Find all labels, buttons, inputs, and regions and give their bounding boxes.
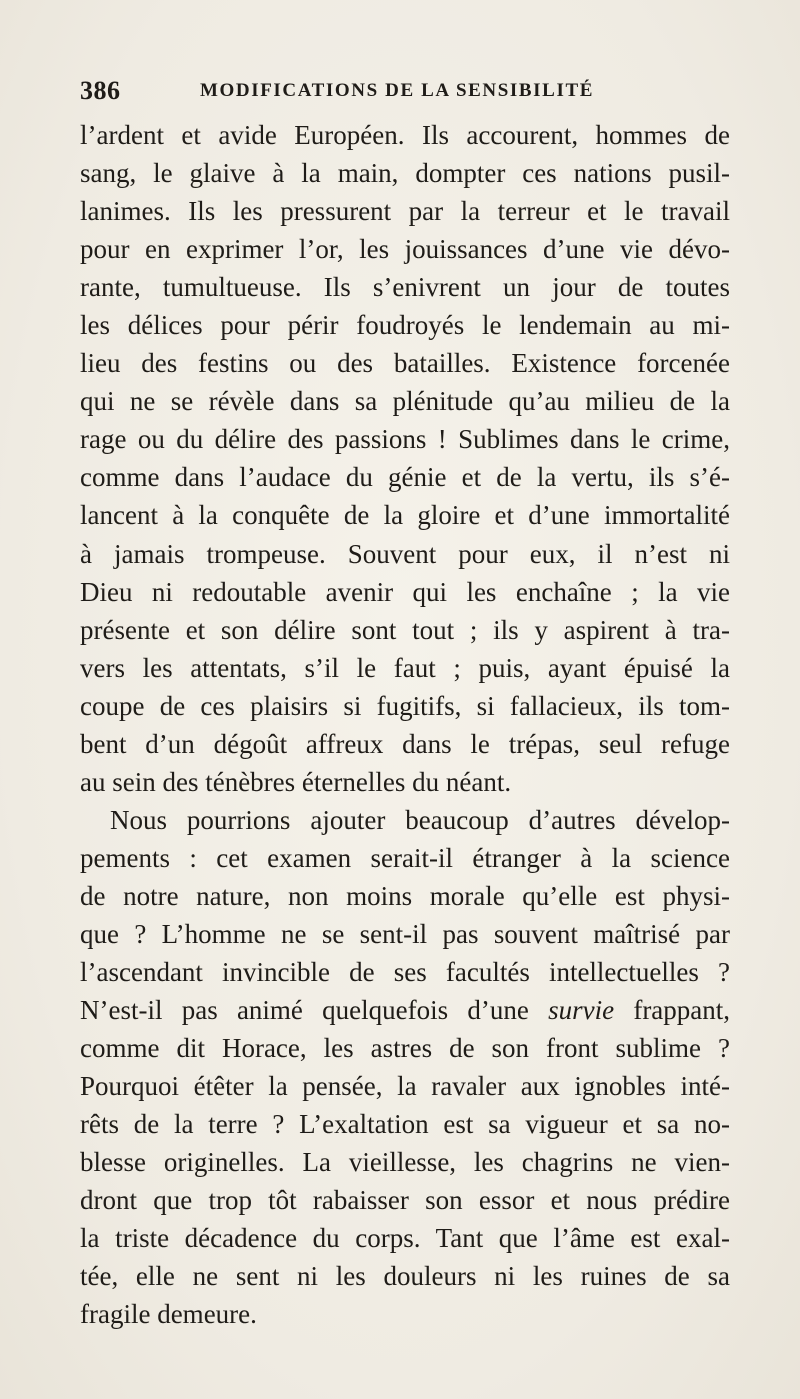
text-line: tée, elle ne sent ni les douleurs ni les ruines de sa xyxy=(80,1261,730,1292)
running-head xyxy=(80,76,730,110)
text-line: lanimes. Ils les pressurent par la terreur et le travail xyxy=(80,196,730,227)
text-line: pour en exprimer l’or, les jouissances d’une vie dévo- xyxy=(80,234,730,265)
text-line: fragile demeure. xyxy=(80,1299,257,1330)
text-line: lancent à la conquête de la gloire et d’une immortalité xyxy=(80,500,730,531)
text-line: sang, le glaive à la main, dompter ces nations pusil- xyxy=(80,158,730,189)
text-line: dront que trop tôt rabaisser son essor et nous prédire xyxy=(80,1185,730,1216)
body-text xyxy=(80,116,730,1334)
text-line: la triste décadence du corps. Tant que l’âme est exal- xyxy=(80,1223,730,1254)
text-line: rage ou du délire des passions ! Sublimes dans le crime, xyxy=(80,424,730,455)
text-line: lieu des festins ou des batailles. Existence forcenée xyxy=(80,348,730,379)
text-line: Pourquoi étêter la pensée, la ravaler aux ignobles inté- xyxy=(80,1071,730,1102)
text-line: Dieu ni redoutable avenir qui les enchaîne ; la vie xyxy=(80,576,730,607)
text-line: au sein des ténèbres éternelles du néant. xyxy=(80,766,512,797)
text-line: rêts de la terre ? L’exaltation est sa vigueur et sa no- xyxy=(80,1109,730,1140)
text-line: comme dans l’audace du génie et de la vertu, ils s’é- xyxy=(80,462,730,493)
text-fragment: N’est-il pas animé quelquefois d’une xyxy=(80,995,529,1026)
text-line: à jamais trompeuse. Souvent pour eux, il n’est ni xyxy=(80,538,730,569)
text-line: l’ardent et avide Européen. Ils accourent, hommes de xyxy=(80,120,730,150)
page-number: 386 xyxy=(80,76,121,105)
text-line-mixed xyxy=(80,991,730,1029)
text-line: bent d’un dégoût affreux dans le trépas, seul refuge xyxy=(80,728,730,759)
text-line: les délices pour périr foudroyés le lendemain au mi- xyxy=(80,310,730,341)
text-line: coupe de ces plaisirs si fugitifs, si fallacieux, ils tom- xyxy=(80,690,730,721)
text-line: qui ne se révèle dans sa plénitude qu’au milieu de la xyxy=(80,386,730,417)
text-line: de notre nature, non moins morale qu’elle est physi- xyxy=(80,880,730,911)
text-line: comme dit Horace, les astres de son front sublime ? xyxy=(80,1033,730,1064)
text-line: rante, tumultueuse. Ils s’enivrent un jour de toutes xyxy=(80,272,730,303)
running-title: MODIFICATIONS DE LA SENSIBILITÉ xyxy=(200,80,594,101)
text-line: l’ascendant invincible de ses facultés intellectuelles ? xyxy=(80,957,730,988)
italic-word: survie xyxy=(548,995,615,1026)
text-line: blesse originelles. La vieillesse, les chagrins ne vien- xyxy=(80,1147,730,1178)
text-line: Nous pourrions ajouter beaucoup d’autres dévelop- xyxy=(110,804,730,835)
text-line: que ? L’homme ne se sent-il pas souvent maîtrisé par xyxy=(80,918,730,949)
text-line: pements : cet examen serait-il étranger à la science xyxy=(80,842,730,873)
text-line: présente et son délire sont tout ; ils y aspirent à tra- xyxy=(80,614,730,645)
text-line: vers les attentats, s’il le faut ; puis, ayant épuisé la xyxy=(80,652,730,683)
text-fragment: frappant, xyxy=(633,995,731,1026)
